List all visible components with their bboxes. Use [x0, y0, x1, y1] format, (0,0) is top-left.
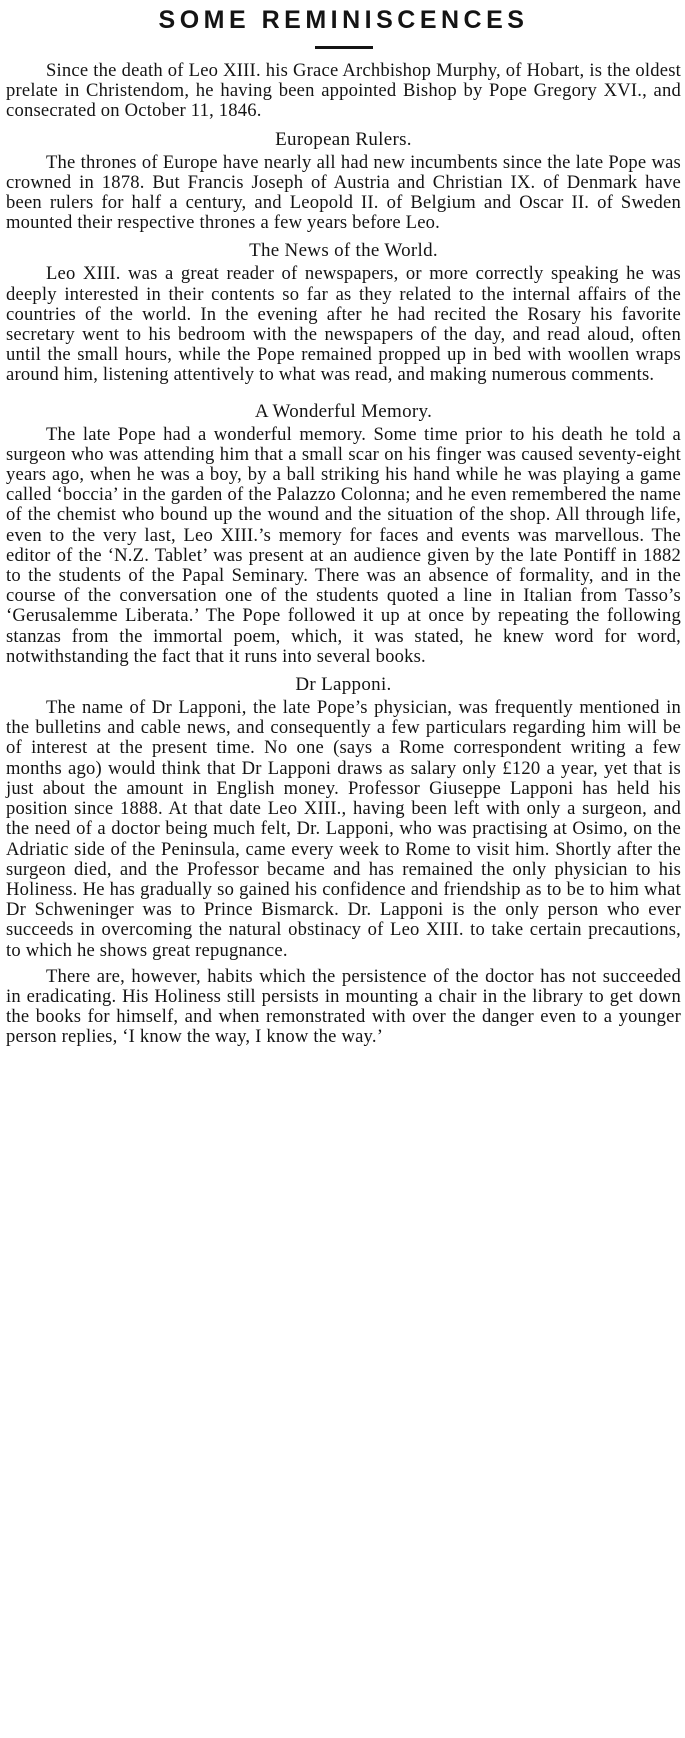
section-wonderful-memory: [6, 400, 681, 667]
section-paragraph: There are, however, habits which the persistence of the doctor has not succeeded in eradicating. His Holiness still persists in mounting a chair in the library to get down the books for himself, and when remonstrated with over the danger even to a younger person replies, ‘I know the way, I know the way.’: [6, 965, 681, 1048]
section-european-rulers: [6, 128, 681, 234]
section-heading: European Rulers.: [275, 128, 412, 150]
section-heading: The News of the World.: [249, 240, 438, 262]
section-heading: Dr Lapponi.: [295, 674, 392, 696]
article-title: SOME REMINISCENCES: [158, 6, 529, 34]
section-dr-lapponi: [6, 673, 681, 1047]
section-news-of-the-world: [6, 239, 681, 385]
section-paragraph: Leo XIII. was a great reader of newspapers, or more correctly speaking he was deeply interested in their contents so far as they related to the internal affairs of the countries of the world. In the evening after he had recited the Rosary his favorite secretary went to his bedroom with the newspapers of the day, and read aloud, often until the small hours, while the Pope remained propped up in bed with woollen wraps around him, listening attentively to what was read, and making numerous comments.: [6, 263, 681, 386]
intro-paragraph: Since the death of Leo XIII. his Grace Archbishop Murphy, of Hobart, is the oldest prelate in Christendom, he having been appointed Bishop by Pope Gregory XVI., and consecrated on October 11, 1846.: [6, 60, 681, 122]
section-paragraph: The thrones of Europe have nearly all had new incumbents since the late Pope was crowned in 1878. But Francis Joseph of Austria and Christian IX. of Denmark have been rulers for half a century, and Leopold II. of Belgium and Oscar II. of Sweden mounted their respective thrones a few years before Leo.: [6, 151, 681, 234]
title-divider: [315, 46, 373, 49]
section-paragraph: The name of Dr Lapponi, the late Pope’s physician, was frequently mentioned in the bulletins and cable news, and consequently a few particulars regarding him will be of interest at the present time. No one (says a Rome correspondent writing a few months ago) would think that Dr Lapponi draws as salary only £120 a year, yet that is just about the amount in English money. Professor Giuseppe Lapponi has held his position since 1888. At that date Leo XIII., having been left with only a surgeon, and the need of a doctor being much felt, Dr. Lapponi, who was practising at Osimo, on the Adriatic side of the Peninsula, came every week to Rome to visit him. Shortly after the surgeon died, and the Professor became and has remained the only physician to his Holiness. He has gradually so gained his confidence and friendship as to be to him what Dr Schweninger was to Prince Bismarck. Dr. Lapponi is the only person who ever succeeds in overcoming the natural obstinacy of Leo XIII. to take certain precautions, to which he shows great repugnance.: [6, 697, 681, 961]
section-paragraph: The late Pope had a wonderful memory. Some time prior to his death he told a surgeon who was attending him that a small scar on his finger was caused seventy-eight years ago, when he was a boy, by a ball striking his hand while he was playing a game called ‘boccia’ in the garden of the Palazzo Colonna; and he even remembered the name of the chemist who bound up the wound and the situation of the shop. All through life, even to the very last, Leo XIII.’s memory for faces and events was marvellous. The editor of the ‘N.Z. Tablet’ was present at an audience given by the late Pontiff in 1882 to the students of the Papal Seminary. There was an absence of formality, and in the course of the conversation one of the students quoted a line in Italian from Tasso’s ‘Gerusalemme Liberata.’ The Pope followed it up at once by repeating the following stanzas from the immortal poem, which, it was stated, he knew word for word, notwithstanding the fact that it runs into several books.: [6, 423, 681, 667]
section-heading: A Wonderful Memory.: [254, 400, 433, 422]
section-spacer: [6, 392, 681, 400]
